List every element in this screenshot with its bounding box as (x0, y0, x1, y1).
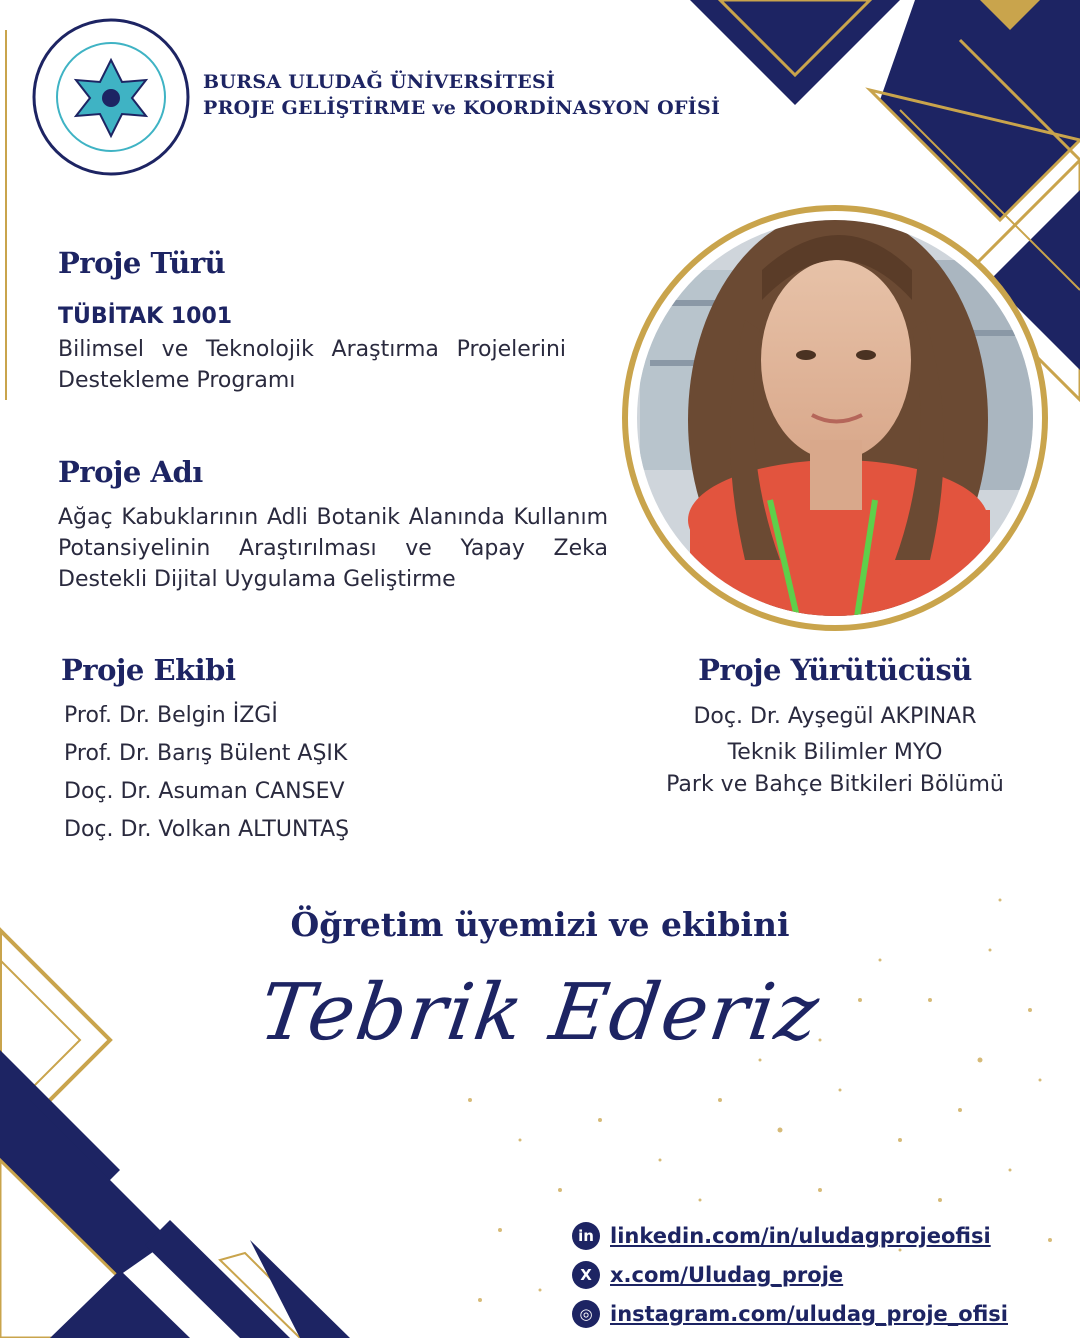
social-x[interactable] (572, 1261, 843, 1289)
portrait-frame (625, 208, 1045, 650)
project-type-heading: Proje Türü (58, 246, 226, 280)
project-type-code: TÜBİTAK 1001 (58, 304, 233, 329)
project-name-heading: Proje Adı (58, 455, 203, 489)
team-member: Doç. Dr. Volkan ALTUNTAŞ (64, 817, 350, 842)
leader-name: Doç. Dr. Ayşegül AKPINAR (693, 704, 977, 729)
leader-unit: Teknik Bilimler MYO (727, 740, 943, 765)
x-icon: X (572, 1261, 600, 1289)
linkedin-link[interactable]: linkedin.com/in/uludagprojeofisi (610, 1224, 991, 1248)
leader-department: Park ve Bahçe Bitkileri Bölümü (666, 772, 1004, 797)
congrats-script: Tebrik Ederiz (254, 968, 826, 1058)
congrats-line: Öğretim üyemizi ve ekibini (290, 905, 790, 944)
team-list (64, 697, 349, 849)
org-name-line1: BURSA ULUDAĞ ÜNİVERSİTESİ (203, 71, 556, 93)
instagram-link[interactable]: instagram.com/uludag_proje_ofisi (610, 1302, 1008, 1326)
instagram-icon: ◎ (572, 1300, 600, 1328)
social-linkedin[interactable] (572, 1222, 991, 1250)
team-member: Prof. Dr. Belgin İZGİ (64, 703, 278, 728)
org-name-line2: PROJE GELİŞTİRME ve KOORDİNASYON OFİSİ (203, 97, 721, 119)
linkedin-icon: in (572, 1222, 600, 1250)
x-link[interactable]: x.com/Uludag_proje (610, 1263, 844, 1287)
team-heading: Proje Ekibi (61, 653, 236, 687)
university-logo (34, 20, 188, 174)
social-instagram[interactable] (572, 1300, 1008, 1328)
leader-heading: Proje Yürütücüsü (698, 653, 972, 687)
project-type-description: Bilimsel ve Teknolojik Araştırma Projelerini Destekleme Programı (58, 337, 566, 393)
project-name-text: Ağaç Kabuklarının Adli Botanik Alanında Kullanım Potansiyelinin Araştırılması ve Yapay Zeka Destekli Dijital Uygulama Geliştirme (58, 505, 608, 592)
team-member: Doç. Dr. Asuman CANSEV (64, 779, 345, 804)
team-member: Prof. Dr. Barış Bülent AŞIK (64, 741, 348, 766)
